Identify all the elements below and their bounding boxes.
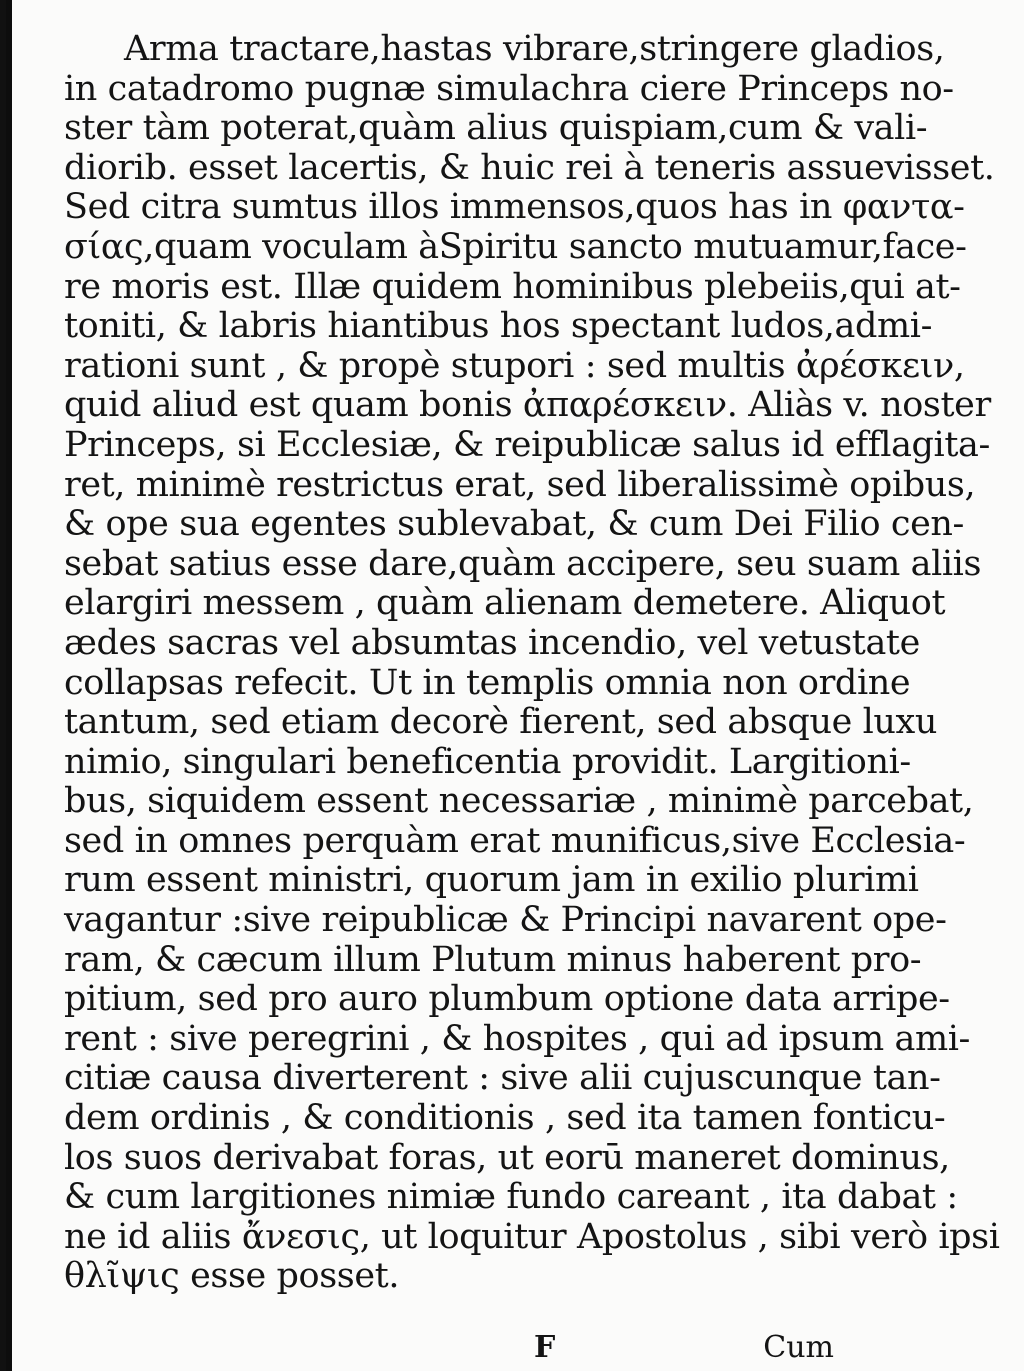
body-text xyxy=(64,29,1000,1297)
text-line: sed in omnes perquàm erat munificus,sive Ecclesia- xyxy=(64,820,966,861)
catchword: Cum xyxy=(763,1330,834,1365)
text-line: nimio, singulari beneficentia providit. Largitioni- xyxy=(64,741,911,782)
text-line: quid aliud est quam bonis ἀπαρέσκειν. Aliàs v. noster xyxy=(64,385,991,426)
page-edge-shadow xyxy=(6,0,12,1371)
text-line: re moris est. Illæ quidem hominibus plebeiis,qui at- xyxy=(64,266,961,307)
text-line: ster tàm poterat,quàm alius quispiam,cum & vali- xyxy=(64,108,928,149)
text-line: Arma tractare,hastas vibrare,stringere gladios, xyxy=(124,29,945,69)
text-line: σίας,quam voculam àSpiritu sancto mutuamur,face- xyxy=(64,226,967,267)
page-footer xyxy=(64,1330,834,1370)
text-line: θλῖψις esse posset. xyxy=(64,1256,400,1297)
text-line: vagantur :sive reipublicæ & Principi navarent ope- xyxy=(64,900,947,941)
text-line: toniti, & labris hiantibus hos spectant ludos,admi- xyxy=(64,306,932,347)
text-line: ram, & cæcum illum Plutum minus haberent pro- xyxy=(64,939,922,980)
text-line: rent : sive peregrini , & hospites , qui ad ipsum ami- xyxy=(64,1018,970,1059)
text-line: rationi sunt , & propè stupori : sed multis ἀρέσκειν, xyxy=(64,345,965,386)
text-line: ret, minimè restrictus erat, sed liberalissimè opibus, xyxy=(64,464,976,505)
text-line: pitium, sed pro auro plumbum optione data arripe- xyxy=(64,979,950,1020)
text-line: citiæ causa diverterent : sive alii cujuscunque tan- xyxy=(64,1058,941,1099)
text-line: ne id aliis ἄνεσις, ut loquitur Apostolus , sibi verò ipsi xyxy=(64,1216,1000,1257)
text-line: elargiri messem , quàm alienam demetere. Aliquot xyxy=(64,583,946,624)
text-line: tantum, sed etiam decorè fierent, sed absque luxu xyxy=(64,702,938,743)
text-line: & cum largitiones nimiæ fundo careant , ita dabat : xyxy=(64,1177,958,1218)
text-line: bus, siquidem essent necessariæ , minimè parcebat, xyxy=(64,781,974,822)
text-line: rum essent ministri, quorum jam in exilio plurimi xyxy=(64,860,919,901)
text-line: collapsas refecit. Ut in templis omnia non ordine xyxy=(64,662,911,703)
text-line: diorib. esset lacertis, & huic rei à teneris assuevisset. xyxy=(64,147,995,188)
text-line: sebat satius esse dare,quàm accipere, seu suam aliis xyxy=(64,543,982,584)
text-line: ædes sacras vel absumtas incendio, vel vetustate xyxy=(64,622,920,663)
text-line: & ope sua egentes sublevabat, & cum Dei Filio cen- xyxy=(64,504,964,545)
text-line: los suos derivabat foras, ut eorū maneret dominus, xyxy=(64,1137,950,1178)
text-line: Sed citra sumtus illos immensos,quos has in φαντα- xyxy=(64,187,965,228)
text-line: Princeps, si Ecclesiæ, & reipublicæ salus id efflagita- xyxy=(64,424,990,465)
signature-mark: F xyxy=(534,1330,556,1365)
text-line: in catadromo pugnæ simulachra ciere Princeps no- xyxy=(64,68,954,109)
text-line: dem ordinis , & conditionis , sed ita tamen fonticu- xyxy=(64,1098,946,1139)
